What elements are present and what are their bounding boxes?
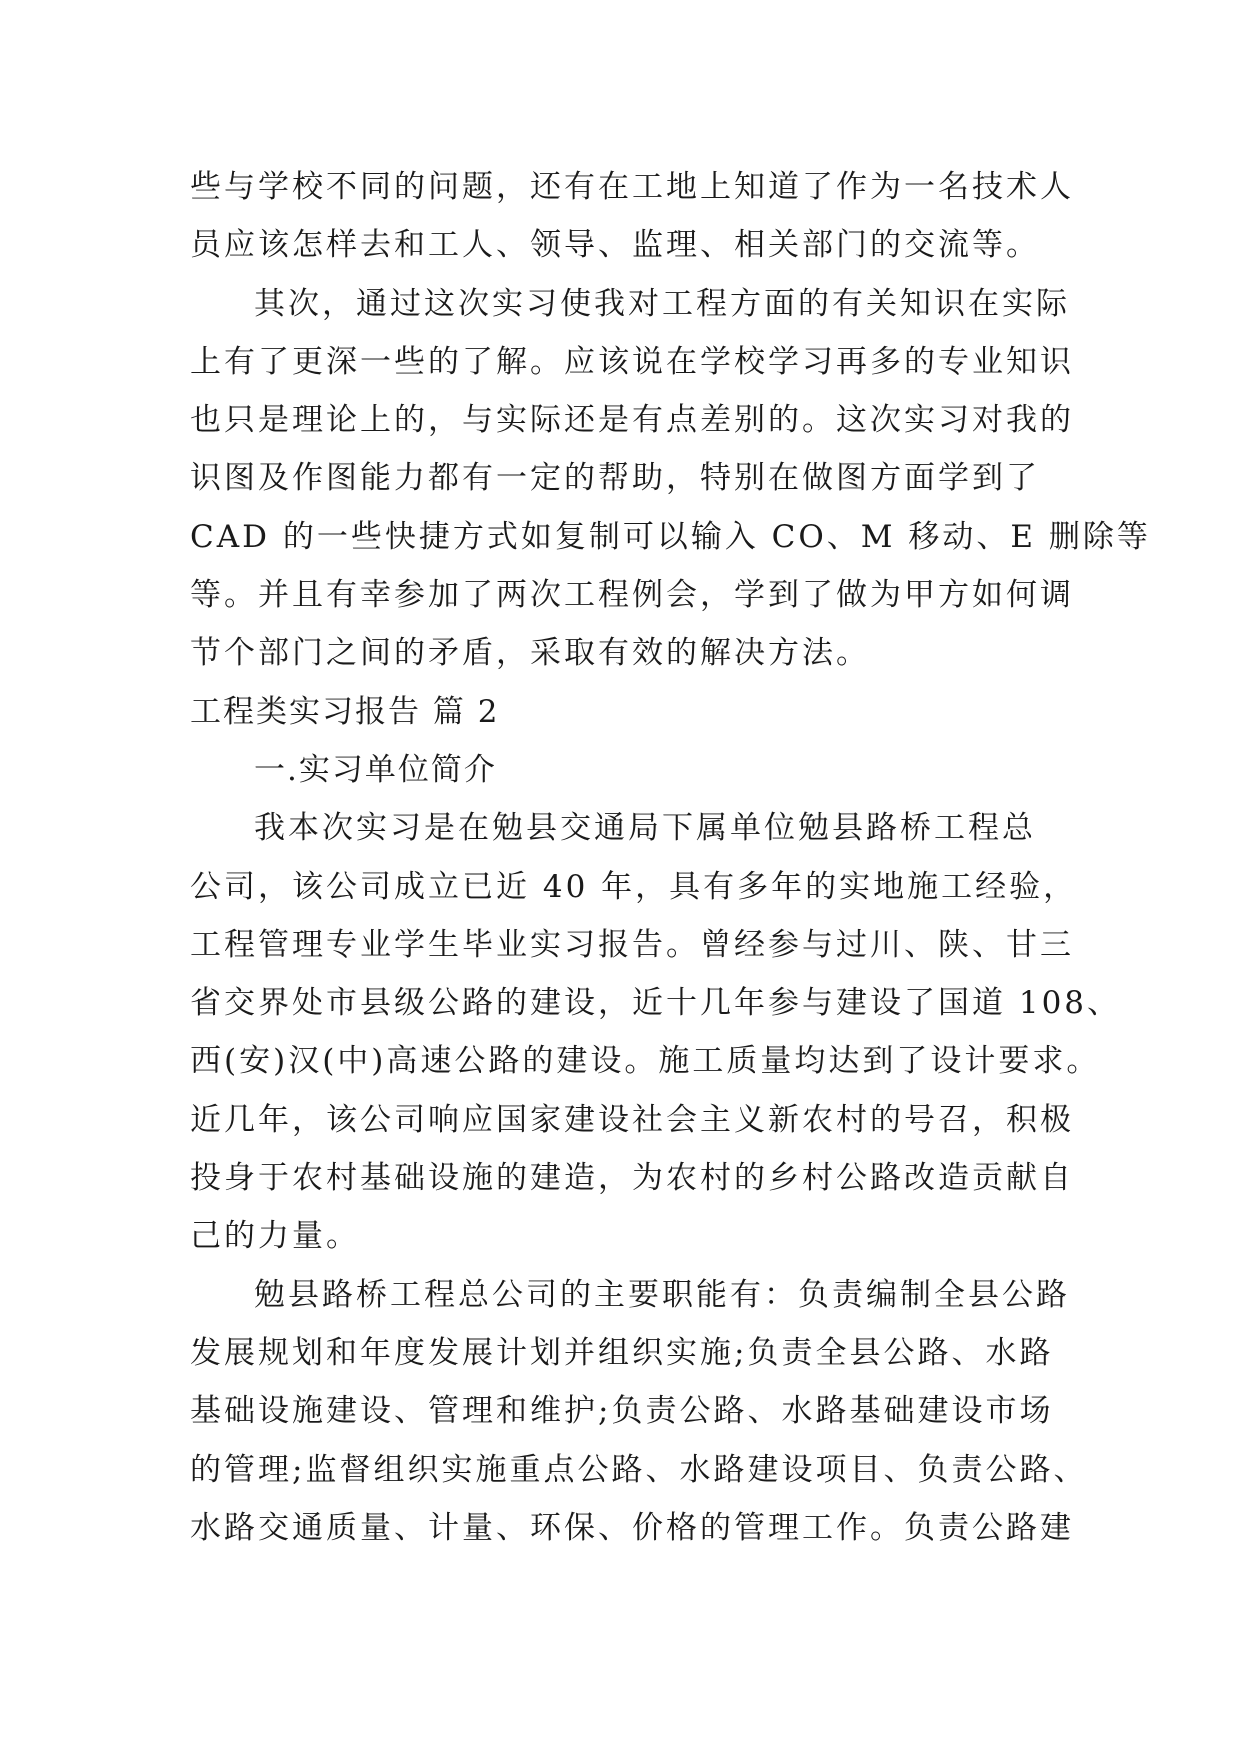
- text-line: 识图及作图能力都有一定的帮助，特别在做图方面学到了: [190, 460, 1040, 497]
- subsection-heading: 一.实习单位简介: [254, 751, 497, 788]
- document-body: [190, 158, 1151, 1557]
- text-line: 员应该怎样去和工人、领导、监理、相关部门的交流等。: [190, 227, 1040, 264]
- text-line: 的管理;监督组织实施重点公路、水路建设项目、负责公路、: [190, 1451, 1088, 1488]
- section-title: 工程类实习报告 篇 2: [190, 693, 500, 730]
- text-line: 省交界处市县级公路的建设，近十几年参与建设了国道 108、: [190, 985, 1122, 1022]
- text-line: 些与学校不同的问题，还有在工地上知道了作为一名技术人: [190, 169, 1074, 205]
- text-line: 近几年，该公司响应国家建设社会主义新农村的号召，积极: [190, 1101, 1074, 1138]
- text-line: 己的力量。: [190, 1218, 360, 1255]
- text-line: 发展规划和年度发展计划并组织实施;负责全县公路、水路: [190, 1334, 1054, 1371]
- text-line: 水路交通质量、计量、环保、价格的管理工作。负责公路建: [190, 1509, 1074, 1546]
- text-line: 西(安)汉(中)高速公路的建设。施工质量均达到了设计要求。: [190, 1043, 1101, 1080]
- text-line: 基础设施建设、管理和维护;负责公路、水路基础建设市场: [190, 1393, 1054, 1430]
- text-line: CAD 的一些快捷方式如复制可以输入 CO、M 移动、E 删除等: [190, 518, 1151, 555]
- text-line: 节个部门之间的矛盾，采取有效的解决方法。: [190, 635, 870, 672]
- text-line: 工程管理专业学生毕业实习报告。曾经参与过川、陕、甘三: [190, 926, 1074, 963]
- paragraph-first-line: 勉县路桥工程总公司的主要职能有：负责编制全县公路: [254, 1276, 1070, 1313]
- paragraph-first-line: 其次，通过这次实习使我对工程方面的有关知识在实际: [254, 285, 1070, 322]
- text-line: 投身于农村基础设施的建造，为农村的乡村公路改造贡献自: [190, 1160, 1074, 1197]
- text-line: 公司，该公司成立已近 40 年，具有多年的实地施工经验，: [190, 868, 1078, 905]
- text-line: 上有了更深一些的了解。应该说在学校学习再多的专业知识: [190, 343, 1074, 380]
- text-line: 也只是理论上的，与实际还是有点差别的。这次实习对我的: [190, 402, 1074, 439]
- paragraph-first-line: 我本次实习是在勉县交通局下属单位勉县路桥工程总: [254, 810, 1036, 847]
- text-line: 等。并且有幸参加了两次工程例会，学到了做为甲方如何调: [190, 577, 1074, 614]
